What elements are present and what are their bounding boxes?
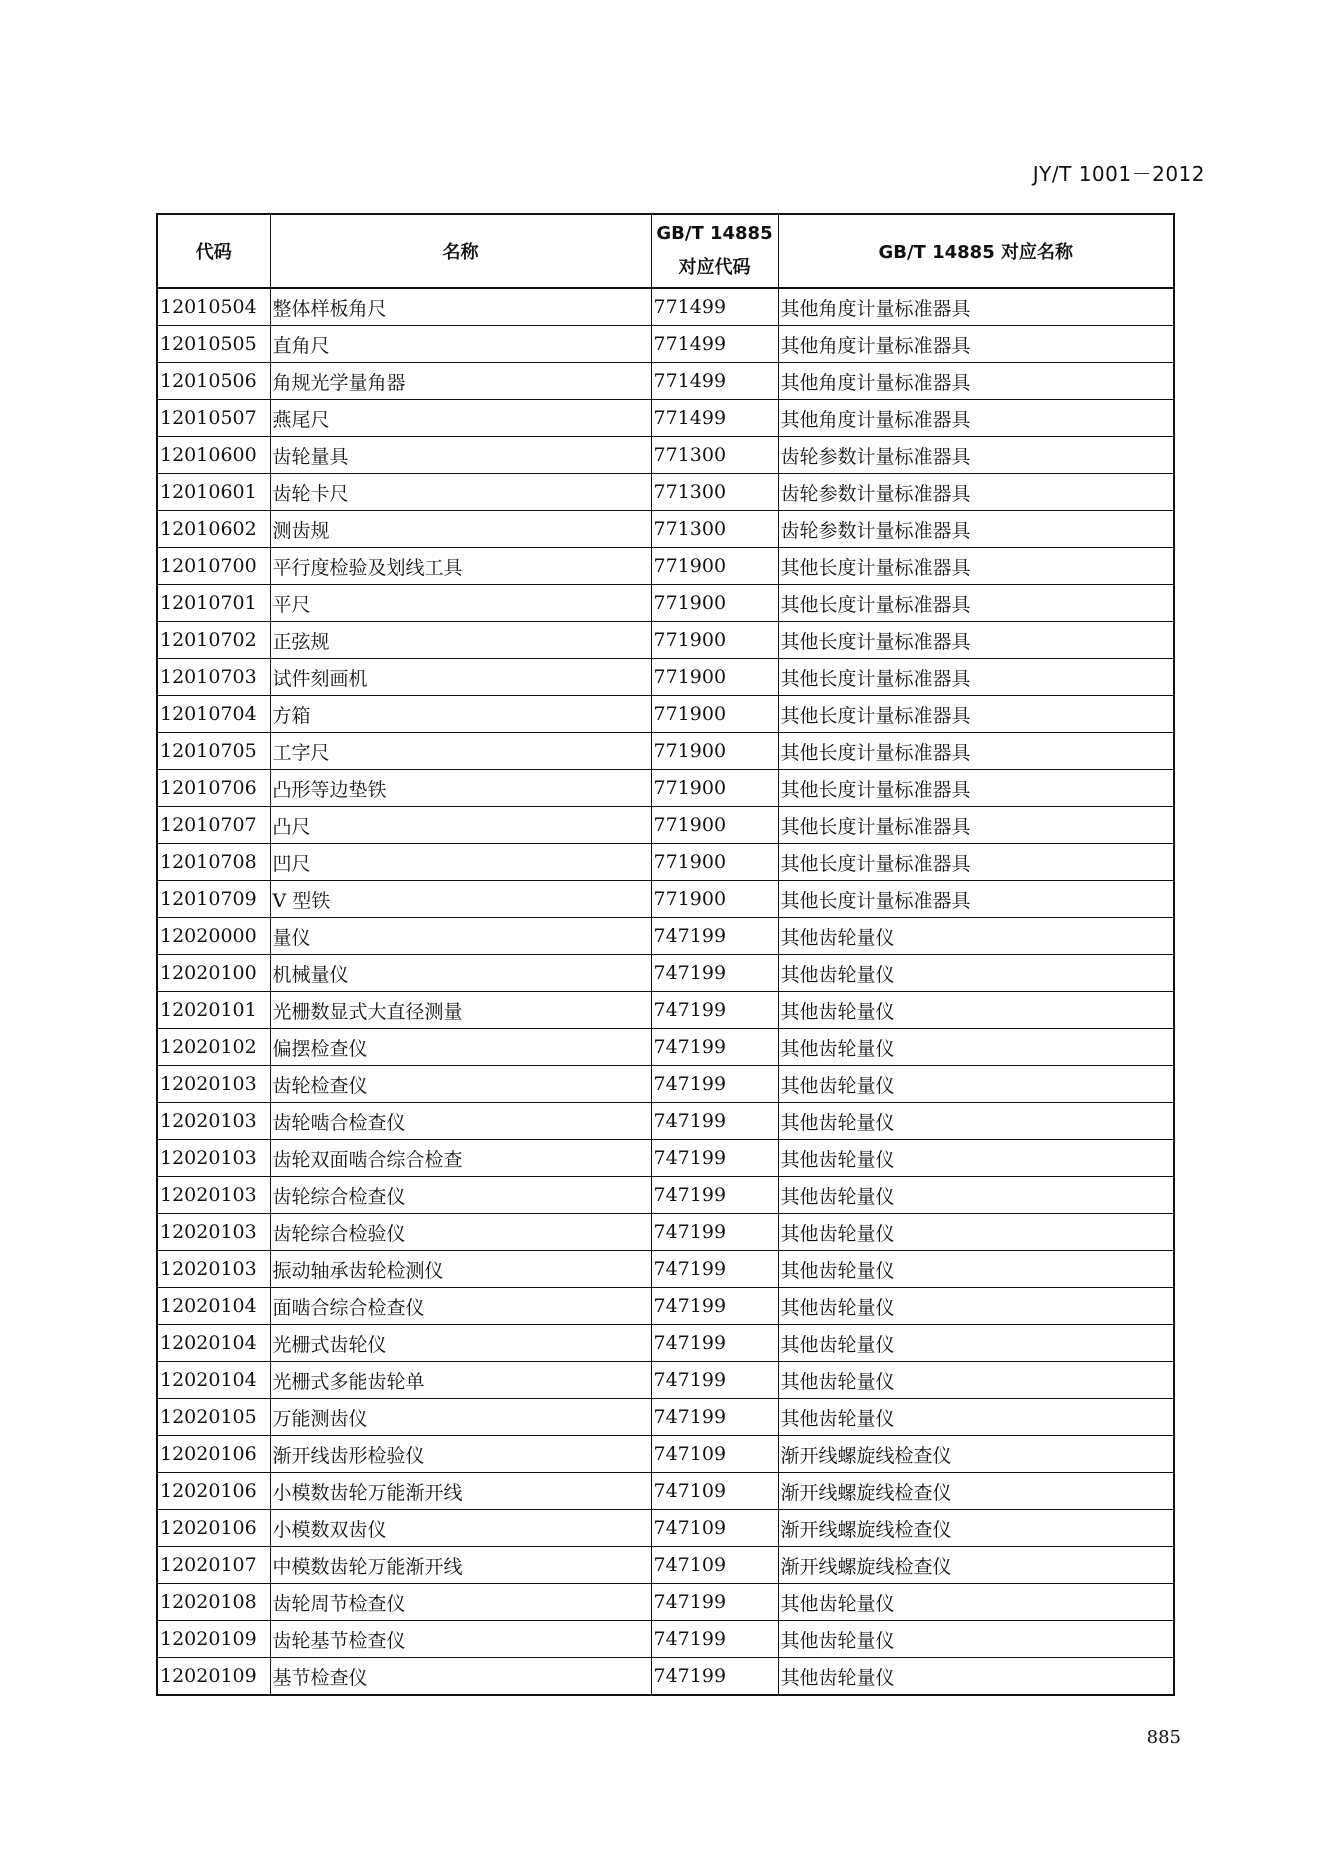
table-row	[157, 733, 1174, 770]
cell-code: 12020000	[157, 918, 270, 955]
cell-code: 12020101	[157, 992, 270, 1029]
cell-gb-code: 747199	[651, 1325, 778, 1362]
cell-gb-name: 其他齿轮量仪	[778, 1362, 1174, 1399]
cell-code: 12010704	[157, 696, 270, 733]
table-row	[157, 1510, 1174, 1547]
cell-gb-name: 齿轮参数计量标准器具	[778, 437, 1174, 474]
cell-code: 12010701	[157, 585, 270, 622]
cell-gb-name: 其他角度计量标准器具	[778, 288, 1174, 326]
table-row	[157, 474, 1174, 511]
cell-name: 光栅数显式大直径测量	[270, 992, 651, 1029]
table-row	[157, 1214, 1174, 1251]
cell-name: 方箱	[270, 696, 651, 733]
cell-name: 中模数齿轮万能渐开线	[270, 1547, 651, 1584]
cell-gb-code: 771900	[651, 844, 778, 881]
cell-name: 工字尺	[270, 733, 651, 770]
table-row	[157, 437, 1174, 474]
cell-gb-code: 747199	[651, 1399, 778, 1436]
cell-code: 12010708	[157, 844, 270, 881]
table-row	[157, 585, 1174, 622]
cell-gb-name: 其他长度计量标准器具	[778, 881, 1174, 918]
cell-name: 凹尺	[270, 844, 651, 881]
column-header-gb-code	[651, 214, 778, 288]
cell-gb-code: 747199	[651, 1584, 778, 1621]
table-row	[157, 918, 1174, 955]
cell-gb-name: 其他长度计量标准器具	[778, 622, 1174, 659]
cell-name: 机械量仪	[270, 955, 651, 992]
table-row	[157, 1621, 1174, 1658]
cell-code: 12020102	[157, 1029, 270, 1066]
cell-gb-name: 渐开线螺旋线检查仪	[778, 1547, 1174, 1584]
cell-gb-code: 747199	[651, 1251, 778, 1288]
cell-gb-code: 771499	[651, 400, 778, 437]
cell-name: 偏摆检查仪	[270, 1029, 651, 1066]
cell-gb-name: 其他齿轮量仪	[778, 1584, 1174, 1621]
table-row	[157, 844, 1174, 881]
cell-gb-code: 747199	[651, 1214, 778, 1251]
cell-code: 12020103	[157, 1214, 270, 1251]
cell-code: 12020106	[157, 1510, 270, 1547]
cell-code: 12010709	[157, 881, 270, 918]
cell-gb-name: 齿轮参数计量标准器具	[778, 511, 1174, 548]
cell-gb-code: 747199	[651, 1658, 778, 1696]
cell-code: 12010707	[157, 807, 270, 844]
column-header-gb-code-line2: 对应代码	[678, 257, 751, 278]
table-row	[157, 288, 1174, 326]
cell-gb-name: 其他长度计量标准器具	[778, 585, 1174, 622]
cell-code: 12010705	[157, 733, 270, 770]
cell-gb-name: 其他齿轮量仪	[778, 1325, 1174, 1362]
cell-code: 12020103	[157, 1103, 270, 1140]
cell-name: 试件刻画机	[270, 659, 651, 696]
cell-name: 凸形等边垫铁	[270, 770, 651, 807]
table-row	[157, 1288, 1174, 1325]
cell-gb-code: 771900	[651, 696, 778, 733]
cell-name: 齿轮啮合检查仪	[270, 1103, 651, 1140]
cell-gb-name: 其他长度计量标准器具	[778, 696, 1174, 733]
table-row	[157, 363, 1174, 400]
cell-gb-code: 747109	[651, 1473, 778, 1510]
cell-name: 角规光学量角器	[270, 363, 651, 400]
cell-gb-code: 771300	[651, 474, 778, 511]
cell-gb-code: 771300	[651, 511, 778, 548]
cell-gb-name: 渐开线螺旋线检查仪	[778, 1510, 1174, 1547]
column-header-code: 代码	[157, 214, 270, 288]
cell-name: 平行度检验及划线工具	[270, 548, 651, 585]
cell-name: 平尺	[270, 585, 651, 622]
table-row	[157, 1399, 1174, 1436]
cell-name: V 型铁	[270, 881, 651, 918]
cell-gb-code: 771499	[651, 326, 778, 363]
cell-code: 12010706	[157, 770, 270, 807]
cell-gb-code: 747199	[651, 1288, 778, 1325]
cell-gb-name: 其他长度计量标准器具	[778, 659, 1174, 696]
cell-gb-code: 747109	[651, 1510, 778, 1547]
cell-name: 渐开线齿形检验仪	[270, 1436, 651, 1473]
column-header-name: 名称	[270, 214, 651, 288]
cell-gb-code: 747199	[651, 1029, 778, 1066]
cell-code: 12010700	[157, 548, 270, 585]
cell-gb-name: 其他角度计量标准器具	[778, 400, 1174, 437]
cell-code: 12010506	[157, 363, 270, 400]
cell-gb-code: 771900	[651, 770, 778, 807]
cell-gb-name: 其他长度计量标准器具	[778, 807, 1174, 844]
table-row	[157, 548, 1174, 585]
column-header-gb-name: GB/T 14885 对应名称	[778, 214, 1174, 288]
cell-name: 振动轴承齿轮检测仪	[270, 1251, 651, 1288]
cell-gb-code: 771300	[651, 437, 778, 474]
cell-name: 测齿规	[270, 511, 651, 548]
cell-name: 小模数双齿仪	[270, 1510, 651, 1547]
cell-name: 小模数齿轮万能渐开线	[270, 1473, 651, 1510]
cell-gb-name: 其他齿轮量仪	[778, 1177, 1174, 1214]
cell-gb-name: 其他齿轮量仪	[778, 1658, 1174, 1696]
cell-gb-name: 其他长度计量标准器具	[778, 548, 1174, 585]
cell-code: 12020100	[157, 955, 270, 992]
cell-gb-name: 其他角度计量标准器具	[778, 363, 1174, 400]
cell-code: 12010702	[157, 622, 270, 659]
cell-gb-name: 其他长度计量标准器具	[778, 733, 1174, 770]
cell-gb-code: 771900	[651, 807, 778, 844]
table-row	[157, 696, 1174, 733]
cell-name: 凸尺	[270, 807, 651, 844]
cell-gb-code: 771900	[651, 622, 778, 659]
cell-name: 量仪	[270, 918, 651, 955]
cell-gb-code: 747199	[651, 1066, 778, 1103]
cell-gb-name: 其他齿轮量仪	[778, 1251, 1174, 1288]
table-row	[157, 1066, 1174, 1103]
cell-gb-name: 其他齿轮量仪	[778, 1288, 1174, 1325]
cell-gb-code: 747199	[651, 955, 778, 992]
table-row	[157, 992, 1174, 1029]
table-row	[157, 1658, 1174, 1696]
cell-gb-name: 其他角度计量标准器具	[778, 326, 1174, 363]
cell-gb-code: 771900	[651, 881, 778, 918]
table-row	[157, 807, 1174, 844]
cell-gb-name: 其他长度计量标准器具	[778, 770, 1174, 807]
table-row	[157, 659, 1174, 696]
cell-gb-name: 其他齿轮量仪	[778, 1066, 1174, 1103]
cell-gb-name: 其他齿轮量仪	[778, 1140, 1174, 1177]
cell-gb-code: 747199	[651, 1177, 778, 1214]
cell-gb-name: 其他齿轮量仪	[778, 1029, 1174, 1066]
cell-gb-code: 747199	[651, 1140, 778, 1177]
cell-name: 齿轮检查仪	[270, 1066, 651, 1103]
cell-code: 12020103	[157, 1140, 270, 1177]
cell-gb-name: 渐开线螺旋线检查仪	[778, 1473, 1174, 1510]
cell-code: 12020106	[157, 1473, 270, 1510]
cell-gb-name: 其他长度计量标准器具	[778, 844, 1174, 881]
cell-code: 12020109	[157, 1621, 270, 1658]
cell-gb-code: 747199	[651, 1362, 778, 1399]
column-header-gb-code-line1: GB/T 14885	[656, 223, 773, 244]
table-row	[157, 1473, 1174, 1510]
table-row	[157, 1584, 1174, 1621]
cell-name: 万能测齿仪	[270, 1399, 651, 1436]
cell-gb-code: 771900	[651, 548, 778, 585]
cell-name: 直角尺	[270, 326, 651, 363]
cell-name: 面啮合综合检查仪	[270, 1288, 651, 1325]
cell-gb-code: 747199	[651, 992, 778, 1029]
cell-name: 整体样板角尺	[270, 288, 651, 326]
cell-code: 12020103	[157, 1066, 270, 1103]
cell-name: 齿轮综合检验仪	[270, 1214, 651, 1251]
table-row	[157, 400, 1174, 437]
cell-gb-name: 其他齿轮量仪	[778, 955, 1174, 992]
cell-gb-code: 747109	[651, 1436, 778, 1473]
cell-gb-code: 771900	[651, 585, 778, 622]
cell-gb-code: 771900	[651, 659, 778, 696]
page-number: 885	[1146, 1727, 1181, 1748]
cell-code: 12010504	[157, 288, 270, 326]
table-row	[157, 326, 1174, 363]
table-row	[157, 1325, 1174, 1362]
cell-name: 燕尾尺	[270, 400, 651, 437]
cell-name: 齿轮双面啮合综合检查	[270, 1140, 651, 1177]
cell-gb-name: 其他齿轮量仪	[778, 918, 1174, 955]
cell-name: 光栅式齿轮仪	[270, 1325, 651, 1362]
cell-code: 12010602	[157, 511, 270, 548]
cell-gb-code: 747109	[651, 1547, 778, 1584]
table-row	[157, 1103, 1174, 1140]
cell-gb-code: 771900	[651, 733, 778, 770]
cell-gb-name: 其他齿轮量仪	[778, 992, 1174, 1029]
table-row	[157, 1436, 1174, 1473]
cell-name: 齿轮综合检查仪	[270, 1177, 651, 1214]
table-header-row	[157, 214, 1174, 288]
cell-code: 12010601	[157, 474, 270, 511]
cell-name: 齿轮卡尺	[270, 474, 651, 511]
cell-code: 12020104	[157, 1288, 270, 1325]
cell-code: 12010505	[157, 326, 270, 363]
cell-gb-name: 渐开线螺旋线检查仪	[778, 1436, 1174, 1473]
cell-name: 齿轮周节检查仪	[270, 1584, 651, 1621]
cell-gb-code: 747199	[651, 1621, 778, 1658]
cell-gb-name: 其他齿轮量仪	[778, 1103, 1174, 1140]
cell-code: 12010507	[157, 400, 270, 437]
cell-gb-code: 771499	[651, 288, 778, 326]
cell-code: 12020104	[157, 1362, 270, 1399]
cell-code: 12020106	[157, 1436, 270, 1473]
cell-code: 12010600	[157, 437, 270, 474]
table-row	[157, 622, 1174, 659]
cell-code: 12020105	[157, 1399, 270, 1436]
cell-name: 齿轮量具	[270, 437, 651, 474]
cell-code: 12020103	[157, 1177, 270, 1214]
table-row	[157, 1177, 1174, 1214]
table-row	[157, 770, 1174, 807]
cell-name: 齿轮基节检查仪	[270, 1621, 651, 1658]
cell-code: 12020104	[157, 1325, 270, 1362]
cell-code: 12020109	[157, 1658, 270, 1696]
table-row	[157, 955, 1174, 992]
cell-code: 12020103	[157, 1251, 270, 1288]
cell-gb-code: 747199	[651, 918, 778, 955]
code-table	[156, 213, 1175, 1696]
cell-code: 12020107	[157, 1547, 270, 1584]
standard-code: JY/T 1001－2012	[1032, 162, 1205, 186]
cell-code: 12010703	[157, 659, 270, 696]
table-row	[157, 1251, 1174, 1288]
table-row	[157, 1140, 1174, 1177]
cell-name: 基节检查仪	[270, 1658, 651, 1696]
cell-gb-name: 其他齿轮量仪	[778, 1214, 1174, 1251]
cell-name: 正弦规	[270, 622, 651, 659]
cell-gb-code: 747199	[651, 1103, 778, 1140]
table-row	[157, 1547, 1174, 1584]
table-row	[157, 881, 1174, 918]
table-row	[157, 511, 1174, 548]
cell-gb-code: 771499	[651, 363, 778, 400]
cell-code: 12020108	[157, 1584, 270, 1621]
table-body	[157, 288, 1174, 1695]
cell-gb-name: 其他齿轮量仪	[778, 1399, 1174, 1436]
cell-gb-name: 其他齿轮量仪	[778, 1621, 1174, 1658]
cell-name: 光栅式多能齿轮单	[270, 1362, 651, 1399]
table-row	[157, 1029, 1174, 1066]
table-row	[157, 1362, 1174, 1399]
cell-gb-name: 齿轮参数计量标准器具	[778, 474, 1174, 511]
